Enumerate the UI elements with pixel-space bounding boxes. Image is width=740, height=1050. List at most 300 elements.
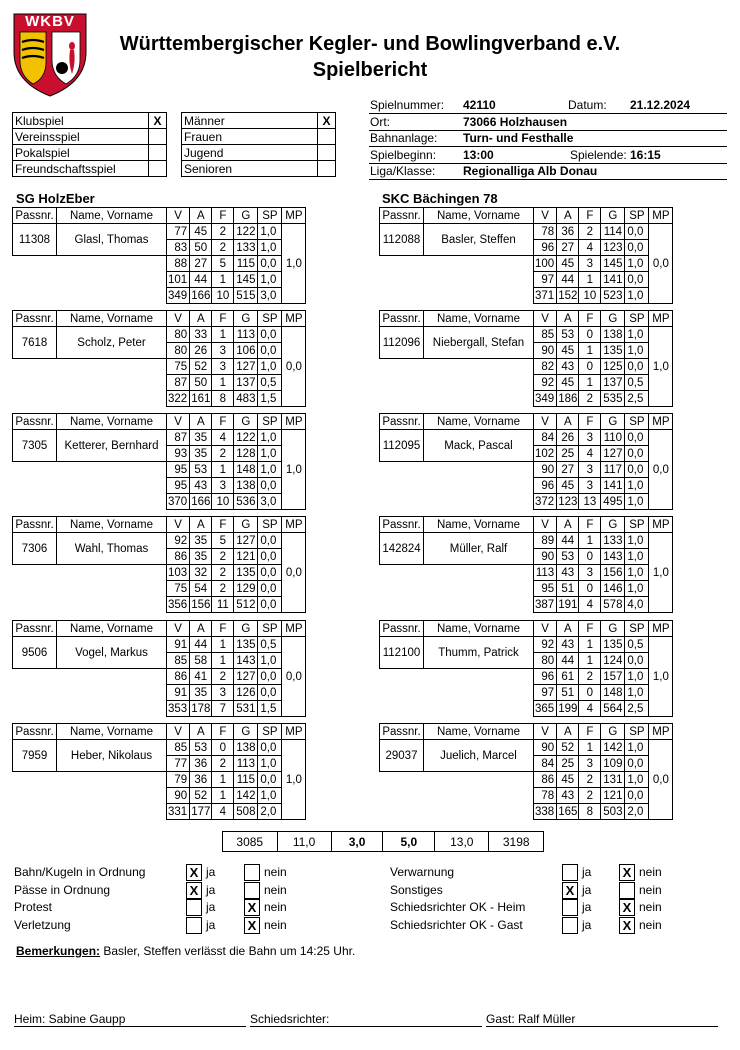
player-cell: 45: [557, 478, 579, 494]
col-header-g: G: [601, 414, 625, 430]
player-cell: 5: [212, 256, 234, 272]
col-header-a: A: [190, 621, 212, 637]
player-cell: 1: [212, 788, 234, 804]
player-cell: 0,0: [625, 756, 649, 772]
player-lane-row: [380, 430, 673, 446]
player-lane-row: [380, 327, 673, 343]
player-cell: 86: [534, 772, 557, 788]
player-cell: 1,0: [625, 327, 649, 343]
player-cell: 1,0: [625, 494, 649, 510]
spielnummer-value: 42110: [463, 98, 496, 112]
nein-label: nein: [264, 882, 287, 897]
page-title: Württembergischer Kegler- und Bowlingverband e.V.: [119, 33, 621, 55]
col-header-name: Name, Vorname: [424, 517, 534, 533]
player-cell: 128: [234, 446, 258, 462]
nein-checkbox[interactable]: [244, 882, 260, 899]
player-cell: 4: [579, 240, 601, 256]
player-cell: 133: [234, 240, 258, 256]
ja-label: ja: [582, 900, 592, 914]
player-name: Müller, Ralf: [424, 533, 534, 565]
player-cell: 0,5: [258, 637, 282, 653]
player-cell: 322: [167, 391, 190, 407]
player-cell: 90: [534, 549, 557, 565]
player-name: Scholz, Peter: [57, 327, 167, 359]
player-cell: 127: [234, 359, 258, 375]
player-cell: 177: [191, 805, 211, 818]
nein-checkbox[interactable]: X: [619, 917, 635, 934]
col-header-g: G: [601, 517, 625, 533]
game-type-row: [13, 145, 167, 161]
ja-label: ja: [206, 900, 216, 914]
player-cell: 45: [557, 256, 579, 272]
ja-checkbox[interactable]: X: [186, 864, 202, 881]
player-cell: 5: [212, 533, 234, 549]
player-cell: 338: [534, 804, 557, 820]
player-cell: 141: [601, 272, 625, 288]
player-table: [379, 207, 673, 304]
ja-checkbox[interactable]: [186, 917, 202, 934]
player-lane-row: [380, 637, 673, 653]
player-cell: 135: [234, 565, 258, 581]
col-header-a: A: [190, 311, 212, 327]
player-cell: 1,0: [625, 740, 649, 756]
player-cell: 0,0: [625, 224, 649, 240]
player-cell: 508: [234, 804, 258, 820]
player-cell: 36: [557, 224, 579, 240]
game-type-checkbox[interactable]: [149, 145, 167, 161]
player-lane-row: [380, 565, 673, 581]
player-cell: 1,0: [625, 565, 649, 581]
player-cell: 1,0: [258, 756, 282, 772]
player-cell: 122: [234, 430, 258, 446]
player-cell: 0,0: [258, 327, 282, 343]
player-cell: 3: [579, 430, 601, 446]
player-lane-row: [13, 669, 306, 685]
player-cell: 32: [190, 565, 212, 581]
player-passnr: 112095: [380, 430, 424, 462]
player-blank: [424, 565, 534, 613]
player-cell: 3,0: [258, 288, 282, 304]
nein-label: nein: [639, 865, 662, 879]
ja-label: ja: [582, 882, 592, 897]
game-type-label: Vereinsspiel: [13, 129, 149, 145]
ja-label: ja: [206, 882, 216, 897]
game-type-checkbox[interactable]: [149, 129, 167, 145]
player-header-row: [13, 724, 306, 740]
player-cell: 1,0: [258, 272, 282, 288]
player-cell: 145: [601, 256, 625, 272]
player-cell: 2: [579, 669, 601, 685]
player-cell: 4: [579, 597, 601, 613]
player-cell: 3: [579, 478, 601, 494]
player-lane-row: [380, 256, 673, 272]
col-header-passnr: Passnr.: [380, 724, 424, 740]
col-header-passnr: Passnr.: [13, 724, 57, 740]
category-checkbox[interactable]: [318, 161, 336, 177]
col-header-g: G: [601, 621, 625, 637]
col-header-a: A: [190, 724, 212, 740]
player-blank: [57, 565, 167, 613]
player-cell: 138: [234, 740, 258, 756]
player-lane-row: [380, 224, 673, 240]
home-team-name: SG HolzEber: [16, 191, 95, 206]
player-blank: [380, 565, 424, 613]
player-cell: 3: [212, 478, 234, 494]
player-name: Wahl, Thomas: [57, 533, 167, 565]
player-lane-row: [13, 772, 306, 788]
ja-checkbox[interactable]: [562, 899, 578, 916]
player-cell: 191: [558, 598, 578, 611]
page-subtitle: Spielbericht: [312, 59, 428, 81]
player-cell: 138: [601, 327, 625, 343]
ja-checkbox[interactable]: [562, 917, 578, 934]
spielnummer-label: Spielnummer:: [370, 98, 445, 112]
col-header-passnr: Passnr.: [380, 517, 424, 533]
nein-label: nein: [639, 882, 662, 897]
col-header-sp: SP: [625, 724, 649, 740]
nein-checkbox[interactable]: X: [244, 917, 260, 934]
player-lane-row: [13, 462, 306, 478]
player-cell: 78: [534, 224, 557, 240]
player-cell: 1: [579, 637, 601, 653]
col-header-a: A: [557, 208, 579, 224]
player-cell: 387: [534, 597, 557, 613]
player-cell: 82: [534, 359, 557, 375]
player-lane-row: [380, 533, 673, 549]
player-table: [379, 516, 673, 613]
player-cell: 1,0: [625, 256, 649, 272]
player-blank: [13, 462, 57, 510]
player-cell: 25: [557, 446, 579, 462]
player-cell: 89: [534, 533, 557, 549]
player-cell: 2: [212, 581, 234, 597]
category-row: [182, 161, 336, 177]
game-type-row: [13, 129, 167, 145]
player-cell: 92: [534, 637, 557, 653]
check-label: Schiedsrichter OK - Heim: [390, 900, 526, 914]
col-header-name: Name, Vorname: [57, 311, 167, 327]
col-header-passnr: Passnr.: [13, 208, 57, 224]
check-label: Pässe in Ordnung: [14, 882, 111, 897]
player-cell: 52: [190, 359, 212, 375]
player-cell: 2,5: [625, 391, 649, 407]
player-cell: 1: [212, 637, 234, 653]
player-cell: 51: [557, 581, 579, 597]
col-header-g: G: [234, 517, 258, 533]
player-cell: 96: [534, 669, 557, 685]
player-cell: 8: [212, 391, 234, 407]
col-header-passnr: Passnr.: [380, 311, 424, 327]
player-cell: 80: [167, 327, 190, 343]
player-cell: 44: [557, 653, 579, 669]
category-row: [182, 145, 336, 161]
category-row: [182, 113, 336, 129]
player-cell: 523: [601, 288, 625, 304]
player-cell: 53: [190, 740, 212, 756]
player-cell: 27: [557, 462, 579, 478]
player-cell: 535: [601, 391, 625, 407]
player-cell: 372: [534, 494, 557, 510]
col-header-name: Name, Vorname: [424, 724, 534, 740]
player-cell: 0: [212, 740, 234, 756]
player-cell: 7: [212, 701, 234, 717]
player-blank: [57, 772, 167, 820]
player-cell: 113: [234, 756, 258, 772]
player-cell: 129: [234, 581, 258, 597]
player-cell: 95: [167, 462, 190, 478]
game-type-label: Pokalspiel: [13, 145, 149, 161]
player-cell: 0,0: [258, 478, 282, 494]
nein-checkbox[interactable]: X: [619, 899, 635, 916]
col-header-mp: MP: [649, 517, 673, 533]
player-cell: 52: [190, 788, 212, 804]
player-blank: [57, 256, 167, 304]
logo-text: WKBV: [25, 13, 75, 30]
check-label: Protest: [14, 900, 53, 914]
player-cell: 331: [167, 804, 190, 820]
player-passnr: 142824: [380, 533, 424, 565]
player-cell: 0,0: [258, 565, 282, 581]
col-header-sp: SP: [258, 517, 282, 533]
check-label: Sonstiges: [390, 882, 443, 897]
player-cell: 578: [601, 597, 625, 613]
remarks: [16, 944, 355, 958]
category-checkbox[interactable]: X: [318, 113, 336, 129]
player-cell: 356: [167, 597, 190, 613]
player-cell: 3: [579, 462, 601, 478]
col-header-v: V: [167, 517, 190, 533]
player-cell: 90: [534, 740, 557, 756]
ja-checkbox[interactable]: X: [562, 882, 578, 899]
player-cell: 1,0: [625, 533, 649, 549]
player-cell: 84: [534, 756, 557, 772]
player-cell: 127: [601, 446, 625, 462]
player-cell: 121: [234, 549, 258, 565]
col-header-a: A: [557, 724, 579, 740]
player-lane-row: [13, 224, 306, 240]
nein-checkbox[interactable]: X: [244, 899, 260, 916]
player-cell: 1,0: [625, 685, 649, 701]
player-cell: 3: [212, 685, 234, 701]
col-header-passnr: Passnr.: [380, 208, 424, 224]
player-cell: 25: [557, 756, 579, 772]
col-header-v: V: [534, 208, 557, 224]
player-cell: 43: [557, 565, 579, 581]
player-cell: 512: [234, 597, 258, 613]
col-header-mp: MP: [649, 311, 673, 327]
col-header-f: F: [579, 517, 601, 533]
player-cell: 3: [579, 565, 601, 581]
col-header-name: Name, Vorname: [57, 724, 167, 740]
player-cell: 1: [579, 533, 601, 549]
ort-value: 73066 Holzhausen: [463, 115, 568, 129]
col-header-name: Name, Vorname: [424, 621, 534, 637]
player-name: Basler, Steffen: [424, 224, 534, 256]
player-cell: 91: [167, 685, 190, 701]
player-cell: 87: [167, 375, 190, 391]
player-cell: 27: [190, 256, 212, 272]
away-total-mp: 5,0: [383, 832, 435, 852]
player-cell: 44: [190, 272, 212, 288]
category-checkbox[interactable]: [318, 129, 336, 145]
player-lane-row: [13, 565, 306, 581]
col-header-v: V: [534, 517, 557, 533]
player-lane-row: [380, 462, 673, 478]
player-cell: 36: [190, 772, 212, 788]
player-cell: 43: [557, 637, 579, 653]
player-cell: 186: [558, 392, 578, 405]
player-cell: 1: [579, 653, 601, 669]
ja-label: ja: [582, 865, 592, 879]
player-cell: 115: [234, 772, 258, 788]
col-header-f: F: [212, 517, 234, 533]
player-cell: 199: [558, 702, 578, 715]
player-cell: 95: [534, 581, 557, 597]
liga-value: Regionalliga Alb Donau: [463, 164, 598, 178]
col-header-passnr: Passnr.: [13, 621, 57, 637]
player-cell: 0,0: [258, 549, 282, 565]
player-cell: 52: [557, 740, 579, 756]
player-cell: 0,0: [258, 669, 282, 685]
player-passnr: 112096: [380, 327, 424, 359]
col-header-a: A: [190, 208, 212, 224]
player-cell: 166: [191, 289, 211, 302]
player-table: [379, 620, 673, 717]
player-cell: 41: [190, 669, 212, 685]
player-cell: 2,0: [625, 804, 649, 820]
player-mp: 0,0: [282, 533, 306, 613]
col-header-sp: SP: [258, 621, 282, 637]
ja-checkbox[interactable]: X: [186, 882, 202, 899]
player-blank: [380, 256, 424, 304]
player-lane-row: [13, 327, 306, 343]
player-cell: 3,0: [258, 494, 282, 510]
player-table: [12, 723, 306, 820]
nein-checkbox[interactable]: [244, 864, 260, 881]
player-cell: 157: [601, 669, 625, 685]
player-mp: 1,0: [649, 637, 673, 717]
ja-label: ja: [206, 865, 216, 879]
col-header-v: V: [167, 621, 190, 637]
player-cell: 2: [212, 565, 234, 581]
player-cell: 33: [190, 327, 212, 343]
player-name: Thumm, Patrick: [424, 637, 534, 669]
player-name: Glasl, Thomas: [57, 224, 167, 256]
col-header-name: Name, Vorname: [424, 414, 534, 430]
player-cell: 51: [557, 685, 579, 701]
check-label: Verwarnung: [390, 865, 455, 879]
player-cell: 123: [601, 240, 625, 256]
col-header-a: A: [557, 621, 579, 637]
player-cell: 349: [167, 288, 190, 304]
player-cell: 161: [191, 392, 211, 405]
player-table: [12, 310, 306, 407]
player-cell: 1,0: [258, 446, 282, 462]
player-cell: 145: [234, 272, 258, 288]
player-header-row: [380, 414, 673, 430]
player-cell: 0,0: [258, 256, 282, 272]
game-type-checkbox[interactable]: [149, 161, 167, 177]
player-cell: 35: [190, 685, 212, 701]
col-header-passnr: Passnr.: [13, 517, 57, 533]
category-checkbox[interactable]: [318, 145, 336, 161]
player-cell: 93: [167, 446, 190, 462]
player-blank: [13, 669, 57, 717]
player-cell: 0,5: [625, 637, 649, 653]
player-cell: 43: [557, 788, 579, 804]
player-cell: 1,0: [258, 462, 282, 478]
player-cell: 100: [534, 256, 557, 272]
player-cell: 1,0: [258, 224, 282, 240]
bahnanlage-value: Turn- und Festhalle: [463, 131, 574, 145]
player-cell: 92: [534, 375, 557, 391]
player-cell: 115: [234, 256, 258, 272]
player-cell: 109: [601, 756, 625, 772]
player-table: [12, 413, 306, 510]
game-type-label: Freundschaftsspiel: [13, 161, 149, 177]
player-cell: 370: [167, 494, 190, 510]
player-cell: 0,0: [258, 343, 282, 359]
game-type-row: [13, 113, 167, 129]
player-cell: 1,0: [625, 772, 649, 788]
signature-heim-label: Heim: Sabine Gaupp: [14, 1012, 126, 1026]
nein-checkbox[interactable]: X: [619, 864, 635, 881]
player-cell: 35: [190, 533, 212, 549]
player-cell: 2: [579, 788, 601, 804]
player-blank: [424, 462, 534, 510]
player-cell: 3: [212, 359, 234, 375]
player-cell: 0,0: [625, 240, 649, 256]
player-cell: 35: [190, 549, 212, 565]
player-cell: 110: [601, 430, 625, 446]
col-header-a: A: [190, 414, 212, 430]
signature-heim: [14, 1012, 246, 1027]
col-header-mp: MP: [282, 517, 306, 533]
player-cell: 138: [234, 478, 258, 494]
player-cell: 4: [579, 701, 601, 717]
col-header-mp: MP: [282, 724, 306, 740]
player-cell: 10: [212, 288, 234, 304]
col-header-mp: MP: [282, 621, 306, 637]
player-cell: 515: [234, 288, 258, 304]
player-mp: 1,0: [282, 224, 306, 304]
player-cell: 125: [601, 359, 625, 375]
col-header-sp: SP: [625, 311, 649, 327]
game-type-checkbox[interactable]: X: [149, 113, 167, 129]
ja-checkbox[interactable]: [186, 899, 202, 916]
player-lane-row: [380, 740, 673, 756]
player-cell: 0,0: [625, 462, 649, 478]
player-cell: 483: [234, 391, 258, 407]
player-cell: 123: [558, 495, 578, 508]
col-header-g: G: [234, 208, 258, 224]
nein-checkbox[interactable]: [619, 882, 635, 899]
player-cell: 1,5: [258, 701, 282, 717]
player-blank: [13, 565, 57, 613]
player-cell: 86: [167, 549, 190, 565]
player-cell: 0,0: [258, 533, 282, 549]
player-cell: 84: [534, 430, 557, 446]
player-cell: 1,0: [625, 478, 649, 494]
player-cell: 365: [534, 701, 557, 717]
player-cell: 87: [167, 430, 190, 446]
ja-checkbox[interactable]: [562, 864, 578, 881]
player-cell: 50: [190, 240, 212, 256]
player-cell: 0,0: [258, 581, 282, 597]
col-header-passnr: Passnr.: [380, 621, 424, 637]
player-cell: 0,0: [258, 772, 282, 788]
player-blank: [424, 772, 534, 820]
